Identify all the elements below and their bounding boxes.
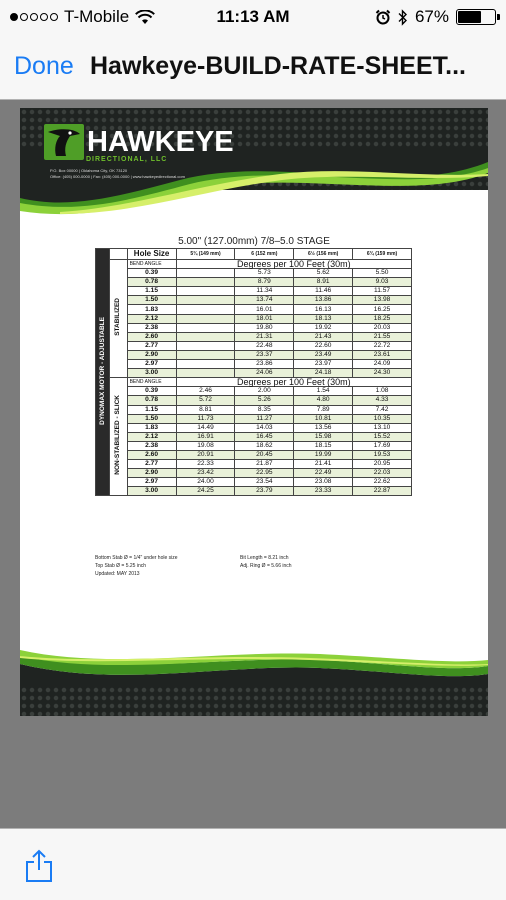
rate-cell: 22.87 (353, 487, 412, 496)
bend-angle-cell: 2.12 (127, 432, 176, 441)
rate-cell: 13.56 (294, 423, 353, 432)
hawkeye-logo (44, 124, 234, 160)
bend-angle-label: BEND ANGLE (127, 378, 176, 387)
rate-cell: 23.37 (235, 350, 294, 359)
notes-left (95, 554, 178, 578)
hole-size-2: 6½ (156 mm) (294, 249, 353, 260)
table-row (96, 341, 412, 350)
build-rate-table (95, 248, 412, 496)
bend-angle-cell: 2.60 (127, 332, 176, 341)
table-row (96, 296, 412, 305)
rate-cell: 22.03 (353, 469, 412, 478)
section-label-text: STABILIZED (114, 298, 122, 336)
clock: 11:13 AM (216, 7, 290, 26)
side-label-motor (96, 249, 110, 496)
rate-cell: 19.99 (294, 450, 353, 459)
rate-cell: 21.87 (235, 460, 294, 469)
bend-angle-cell: 2.38 (127, 323, 176, 332)
rate-cell: 21.55 (353, 332, 412, 341)
rate-cell: 23.97 (294, 360, 353, 369)
rate-cell: 18.13 (294, 314, 353, 323)
rate-cell: 7.42 (353, 405, 412, 414)
rate-cell: 16.91 (176, 432, 235, 441)
table-row (96, 432, 412, 441)
rate-cell: 19.08 (176, 441, 235, 450)
section-header-row (96, 378, 412, 387)
section-label (110, 260, 127, 378)
rate-cell: 23.79 (235, 487, 294, 496)
bend-angle-cell: 3.00 (127, 487, 176, 496)
rate-cell: 22.33 (176, 460, 235, 469)
rate-cell: 10.35 (353, 414, 412, 423)
nav-bar (0, 34, 506, 100)
bend-angle-cell: 1.50 (127, 296, 176, 305)
table-row (96, 460, 412, 469)
document-title: Hawkeye-BUILD-RATE-SHEET... (90, 52, 466, 80)
table-row (96, 278, 412, 287)
bend-angle-cell: 1.83 (127, 423, 176, 432)
rate-cell (176, 360, 235, 369)
rate-cell (176, 369, 235, 378)
address-line-2: Office: (405) 000-0000 | Fax: (405) 000-0000 | www.hawkeyedirectional.com (50, 174, 185, 179)
rate-cell: 7.89 (294, 405, 353, 414)
rate-cell (176, 305, 235, 314)
rate-cell: 22.72 (353, 341, 412, 350)
rate-cell: 18.62 (235, 441, 294, 450)
rate-cell: 21.31 (235, 332, 294, 341)
rate-cell (176, 350, 235, 359)
sheet-title: 5.00" (127.00mm) 7/8–5.0 STAGE (178, 236, 330, 247)
brand-subtitle: DIRECTIONAL, LLC (86, 156, 168, 163)
table-row (96, 396, 412, 405)
rate-cell: 16.13 (294, 305, 353, 314)
section-header-row (96, 260, 412, 269)
bluetooth-icon (398, 9, 408, 26)
status-right (375, 7, 496, 27)
table-row (96, 478, 412, 487)
rate-cell: 13.86 (294, 296, 353, 305)
note-updated: Updated: MAY 2013 (95, 571, 140, 577)
table-row (96, 441, 412, 450)
table-row (96, 314, 412, 323)
rate-cell: 19.80 (235, 323, 294, 332)
rate-cell: 17.69 (353, 441, 412, 450)
rate-cell (176, 269, 235, 278)
battery-percent: 67% (414, 7, 449, 26)
bend-angle-cell: 0.78 (127, 396, 176, 405)
rate-cell: 11.57 (353, 287, 412, 296)
rate-cell: 18.25 (353, 314, 412, 323)
rate-cell: 23.42 (176, 469, 235, 478)
motor-label-text: DYNOMAX MOTOR - ADJUSTABLE (98, 316, 106, 425)
rate-cell: 2.46 (176, 387, 235, 396)
rate-cell: 8.35 (235, 405, 294, 414)
bend-angle-cell: 2.97 (127, 360, 176, 369)
rate-cell: 24.18 (294, 369, 353, 378)
bend-angle-label: BEND ANGLE (127, 260, 176, 269)
table-row (96, 469, 412, 478)
table-row (96, 305, 412, 314)
rate-cell: 21.41 (294, 460, 353, 469)
battery-level-fill (458, 11, 481, 23)
bottom-toolbar (0, 828, 506, 900)
degrees-header: Degrees per 100 Feet (30m) (176, 378, 411, 387)
note-bit-length: Bit Length = 8.21 inch (240, 555, 289, 561)
rate-cell: 16.25 (353, 305, 412, 314)
note-top-stab: Top Stab Ø = 5.25 inch (95, 563, 147, 569)
rate-cell: 22.48 (235, 341, 294, 350)
rate-cell: 23.61 (353, 350, 412, 359)
rate-cell (176, 332, 235, 341)
bend-angle-cell: 2.60 (127, 450, 176, 459)
table-row (96, 423, 412, 432)
rate-cell (176, 323, 235, 332)
rate-cell: 5.26 (235, 396, 294, 405)
rate-cell: 24.25 (176, 487, 235, 496)
rate-cell: 5.72 (176, 396, 235, 405)
bend-angle-cell: 2.90 (127, 469, 176, 478)
table-row (96, 323, 412, 332)
rate-cell: 5.73 (235, 269, 294, 278)
rate-cell: 16.45 (235, 432, 294, 441)
rate-cell: 23.33 (294, 487, 353, 496)
section-label-text: NON-STABILIZED - SLICK (114, 395, 122, 476)
rate-cell: 2.00 (235, 387, 294, 396)
rate-cell: 13.98 (353, 296, 412, 305)
brand-name: HAWKEYE (87, 125, 234, 158)
status-bar (0, 0, 506, 34)
rate-cell: 14.03 (235, 423, 294, 432)
rate-cell: 1.54 (294, 387, 353, 396)
rate-cell (176, 287, 235, 296)
rate-cell (176, 278, 235, 287)
rate-cell: 20.45 (235, 450, 294, 459)
table-row (96, 405, 412, 414)
eagle-logo-icon (44, 124, 84, 160)
section-label (110, 378, 127, 496)
table-row (96, 487, 412, 496)
table-row (96, 332, 412, 341)
rate-cell (176, 296, 235, 305)
battery-icon (456, 9, 496, 25)
bend-angle-cell: 1.15 (127, 405, 176, 414)
bend-angle-cell: 0.78 (127, 278, 176, 287)
rate-cell: 19.92 (294, 323, 353, 332)
bend-angle-cell: 2.97 (127, 478, 176, 487)
note-bottom-stab: Bottom Stab Ø = 1/4" under hole size (95, 555, 178, 561)
rate-cell: 15.98 (294, 432, 353, 441)
note-adj-ring: Adj. Ring Ø = 5.66 inch (240, 563, 292, 569)
rate-cell (176, 314, 235, 323)
hole-size-label: Hole Size (127, 249, 176, 260)
rate-cell: 10.81 (294, 414, 353, 423)
notes-right (240, 554, 292, 570)
rate-cell: 23.08 (294, 478, 353, 487)
hole-size-0: 5¾ (149 mm) (176, 249, 235, 260)
rate-cell: 20.03 (353, 323, 412, 332)
rate-cell: 21.43 (294, 332, 353, 341)
table-row (96, 269, 412, 278)
rate-cell: 22.62 (353, 478, 412, 487)
bend-angle-cell: 2.77 (127, 341, 176, 350)
rate-cell: 19.53 (353, 450, 412, 459)
rate-cell: 18.01 (235, 314, 294, 323)
rate-cell: 4.80 (294, 396, 353, 405)
rate-cell: 23.49 (294, 350, 353, 359)
table-row (96, 287, 412, 296)
rate-cell: 23.86 (235, 360, 294, 369)
rate-cell: 16.01 (235, 305, 294, 314)
rate-cell: 11.46 (294, 287, 353, 296)
bend-angle-cell: 2.38 (127, 441, 176, 450)
rate-cell: 22.49 (294, 469, 353, 478)
bend-angle-cell: 1.50 (127, 414, 176, 423)
rate-cell: 15.52 (353, 432, 412, 441)
hole-size-header-row (96, 249, 412, 260)
bend-angle-cell: 2.77 (127, 460, 176, 469)
bend-angle-cell: 1.83 (127, 305, 176, 314)
bend-angle-cell: 3.00 (127, 369, 176, 378)
bend-angle-cell: 2.90 (127, 350, 176, 359)
hole-size-3: 6¾ (159 mm) (353, 249, 412, 260)
header-blank (110, 249, 127, 260)
rate-cell: 11.73 (176, 414, 235, 423)
rate-cell: 20.91 (176, 450, 235, 459)
bend-angle-cell: 0.39 (127, 269, 176, 278)
address-line-1: P.O. Box 00000 | Oklahoma City, OK 73120 (50, 168, 128, 173)
degrees-header: Degrees per 100 Feet (30m) (176, 260, 411, 269)
rate-cell: 18.15 (294, 441, 353, 450)
rate-cell: 22.60 (294, 341, 353, 350)
carrier-name: T-Mobile (64, 7, 130, 26)
rate-cell: 11.27 (235, 414, 294, 423)
bend-angle-cell: 0.39 (127, 387, 176, 396)
rate-cell: 24.00 (176, 478, 235, 487)
rate-cell: 11.34 (235, 287, 294, 296)
table-row (96, 414, 412, 423)
table-row (96, 360, 412, 369)
rate-cell: 24.06 (235, 369, 294, 378)
table-row (96, 387, 412, 396)
rate-cell: 8.79 (235, 278, 294, 287)
rate-cell: 13.10 (353, 423, 412, 432)
rate-cell: 22.95 (235, 469, 294, 478)
rate-cell: 13.74 (235, 296, 294, 305)
alarm-icon (375, 9, 391, 25)
bend-angle-cell: 2.12 (127, 314, 176, 323)
rate-cell: 8.81 (176, 405, 235, 414)
document-page[interactable] (20, 108, 488, 716)
rate-cell: 5.50 (353, 269, 412, 278)
bend-angle-cell: 1.15 (127, 287, 176, 296)
rate-cell: 9.03 (353, 278, 412, 287)
rate-cell: 23.54 (235, 478, 294, 487)
rate-cell: 24.09 (353, 360, 412, 369)
rate-cell: 24.30 (353, 369, 412, 378)
rate-cell: 14.49 (176, 423, 235, 432)
share-icon[interactable] (24, 849, 54, 883)
footer-band (20, 686, 488, 716)
table-row (96, 450, 412, 459)
rate-cell: 20.95 (353, 460, 412, 469)
rate-cell: 1.08 (353, 387, 412, 396)
rate-cell: 5.62 (294, 269, 353, 278)
hole-size-1: 6 (152 mm) (235, 249, 294, 260)
rate-cell: 4.33 (353, 396, 412, 405)
table-row (96, 350, 412, 359)
done-button[interactable]: Done (14, 52, 74, 80)
rate-cell: 8.91 (294, 278, 353, 287)
rate-cell (176, 341, 235, 350)
